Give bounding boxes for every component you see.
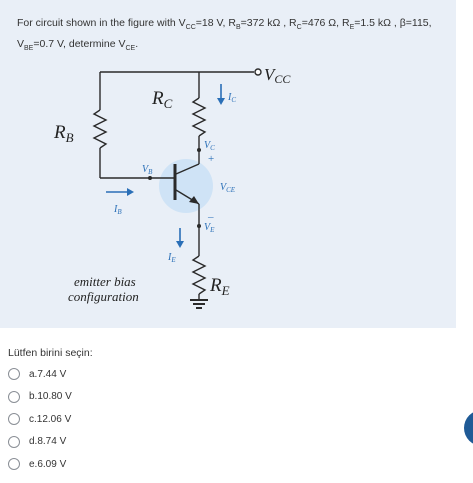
floating-help-button[interactable]: [464, 410, 473, 446]
ib-label: $I_B$: [114, 204, 122, 216]
option-label: e.6.09 V: [29, 458, 67, 470]
question-text-part: =372 kΩ , R: [240, 17, 297, 29]
question-subscript: C: [296, 24, 302, 32]
rc-resistor: [193, 98, 205, 136]
vb-label: $V_B$: [142, 164, 153, 176]
circuit-diagram: [44, 60, 314, 315]
caption-line-1: emitter bias: [74, 274, 136, 289]
question-text-part: .: [135, 38, 139, 51]
option-label: d.8.74 V: [29, 436, 67, 448]
radio-button[interactable]: [8, 458, 20, 470]
radio-button[interactable]: [8, 413, 20, 425]
option-b[interactable]: [8, 386, 72, 409]
radio-button[interactable]: [8, 391, 20, 403]
question-subscript: BE: [24, 45, 34, 53]
radio-button[interactable]: [8, 368, 20, 380]
ib-arrow-head: [127, 188, 134, 196]
question-subscript: CE: [125, 45, 136, 53]
answer-prompt: Lütfen birini seçin:: [8, 347, 93, 359]
re-label: $R_E$: [210, 275, 230, 298]
caption-line-2: configuration: [68, 289, 139, 304]
question-text-part: For circuit shown in the figure with V: [17, 17, 186, 29]
vcc-label: VCC: [264, 65, 291, 86]
rc-label: $R_C$: [152, 88, 173, 111]
collector-node: [197, 148, 201, 152]
ie-label: $I_E$: [168, 252, 176, 264]
answer-options: [8, 363, 72, 476]
base-node: [148, 176, 152, 180]
question-text-part: =0.7 V, determine V: [33, 38, 126, 51]
rb-resistor: [94, 110, 106, 148]
vcc-terminal: [255, 69, 261, 75]
vce-label: $V_{CE}$: [220, 182, 236, 194]
question-subscript: E: [349, 24, 355, 32]
question-text: [17, 15, 447, 57]
question-text-part: V: [17, 38, 25, 51]
question-subscript: B: [235, 24, 241, 32]
vce-plus-sign: +: [208, 153, 215, 165]
re-resistor: [193, 256, 205, 294]
vc-label: $V_C$: [204, 140, 215, 152]
option-d[interactable]: [8, 431, 72, 454]
radio-button[interactable]: [8, 436, 20, 448]
rb-label: $R_B$: [54, 122, 74, 145]
option-a[interactable]: [8, 363, 72, 386]
option-e[interactable]: [8, 453, 72, 476]
option-label: b.10.80 V: [29, 391, 72, 403]
question-text-part: =1.5 kΩ , β=115,: [354, 17, 432, 29]
ie-arrow-head: [176, 241, 184, 248]
question-text-part: =476 Ω, R: [301, 17, 350, 29]
ve-label: $V_E$: [204, 222, 215, 234]
vce-minus-sign: –: [208, 211, 214, 223]
option-c[interactable]: [8, 408, 72, 431]
question-subscript: CC: [185, 24, 196, 32]
emitter-node: [197, 224, 201, 228]
question-text-part: =18 V, R: [195, 17, 236, 29]
option-label: c.12.06 V: [29, 413, 72, 425]
ic-arrow-head: [217, 98, 225, 105]
ic-label: $I_C$: [228, 92, 237, 104]
transistor-body: [159, 159, 213, 213]
option-label: a.7.44 V: [29, 368, 67, 380]
